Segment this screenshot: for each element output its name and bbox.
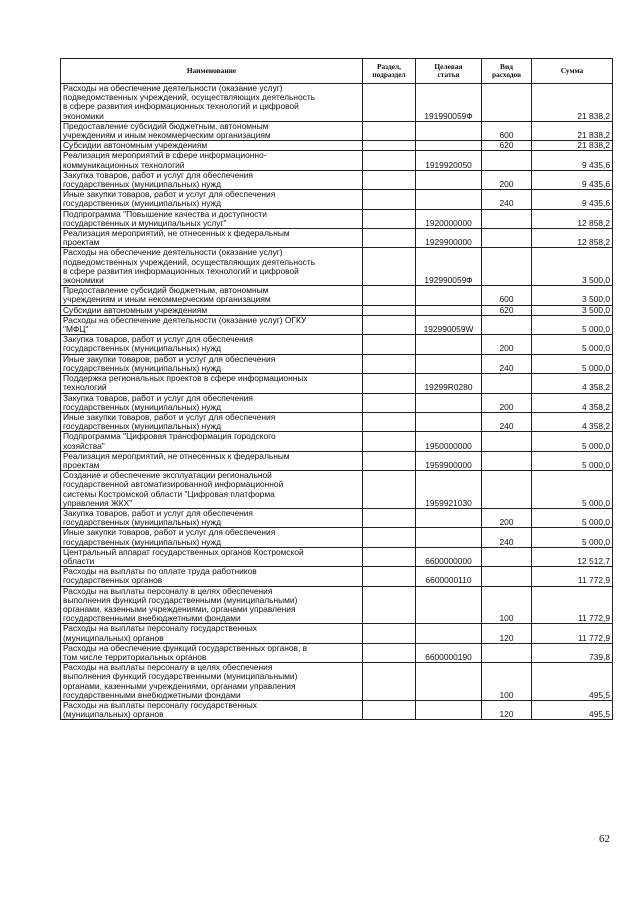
- cell-target: 1920000000: [416, 209, 482, 228]
- cell-vid: 100: [482, 663, 532, 701]
- cell-sum: 5 000,0: [532, 508, 613, 527]
- cell-sum: 21 838,2: [532, 84, 613, 122]
- cell-section: [363, 412, 416, 431]
- cell-target: 1929900000: [416, 229, 482, 248]
- table-row: [61, 190, 613, 209]
- cell-section: [363, 508, 416, 527]
- table-row: [61, 508, 613, 527]
- table-row: [61, 354, 613, 373]
- cell-sum: 21 838,2: [532, 141, 613, 151]
- cell-name: Центральный аппарат государственных органов Костромской области: [61, 547, 363, 566]
- table-row: [61, 151, 613, 170]
- cell-sum: 11 772,9: [532, 586, 613, 624]
- cell-vid: 120: [482, 624, 532, 643]
- cell-section: [363, 586, 416, 624]
- cell-section: [363, 248, 416, 286]
- cell-target: [416, 586, 482, 624]
- cell-target: [416, 663, 482, 701]
- cell-name: Закупка товаров, работ и услуг для обеспечения государственных (муниципальных) нужд: [61, 393, 363, 412]
- cell-sum: 11 772,9: [532, 567, 613, 586]
- cell-section: [363, 315, 416, 334]
- header-target-label: Целевая статья: [434, 62, 463, 79]
- header-section-label: Раздел, подраздел: [372, 62, 406, 79]
- cell-vid: [482, 432, 532, 451]
- cell-name: Расходы на обеспечение деятельности (оказание услуг) ОГКУ "МФЦ": [61, 315, 363, 334]
- table-row: [61, 586, 613, 624]
- table-row: [61, 451, 613, 470]
- cell-name: Закупка товаров, работ и услуг для обеспечения государственных (муниципальных) нужд: [61, 170, 363, 189]
- cell-sum: 12 858,2: [532, 229, 613, 248]
- cell-name: Закупка товаров, работ и услуг для обеспечения государственных (муниципальных) нужд: [61, 508, 363, 527]
- budget-table: [60, 58, 613, 720]
- cell-sum: 4 358,2: [532, 412, 613, 431]
- cell-sum: 21 838,2: [532, 121, 613, 140]
- cell-vid: 100: [482, 586, 532, 624]
- cell-target: 6600000000: [416, 547, 482, 566]
- cell-vid: [482, 471, 532, 509]
- cell-vid: [482, 315, 532, 334]
- cell-vid: 620: [482, 305, 532, 315]
- table-row: [61, 374, 613, 393]
- cell-section: [363, 624, 416, 643]
- cell-sum: 495,5: [532, 701, 613, 720]
- cell-vid: [482, 374, 532, 393]
- cell-name: Создание и обеспечение эксплуатации региональной государственной автоматизированной информационной системы Костромской области "Цифровая платформа управления ЖКХ": [61, 471, 363, 509]
- cell-target: [416, 354, 482, 373]
- cell-name: Расходы на выплаты персоналу государственных (муниципальных) органов: [61, 701, 363, 720]
- cell-target: 191990059Ф: [416, 84, 482, 122]
- cell-section: [363, 393, 416, 412]
- cell-vid: 240: [482, 412, 532, 431]
- cell-section: [363, 663, 416, 701]
- table-row: [61, 663, 613, 701]
- cell-target: 1919920050: [416, 151, 482, 170]
- table-row: [61, 701, 613, 720]
- cell-target: [416, 121, 482, 140]
- cell-section: [363, 209, 416, 228]
- cell-name: Поддержка региональных проектов в сфере информационных технологий: [61, 374, 363, 393]
- cell-sum: 5 000,0: [532, 335, 613, 354]
- cell-sum: 5 000,0: [532, 451, 613, 470]
- header-sum: Сумма: [532, 59, 613, 84]
- cell-section: [363, 84, 416, 122]
- cell-sum: 5 000,0: [532, 528, 613, 547]
- table-row: [61, 335, 613, 354]
- cell-name: Расходы на выплаты персоналу в целях обеспечения выполнения функций государственными (муниципальными) органами, казенными учреждениями, органами управления государственными внебюджетными фондами: [61, 586, 363, 624]
- cell-vid: 240: [482, 190, 532, 209]
- table-header-row: [61, 59, 613, 84]
- cell-target: [416, 701, 482, 720]
- cell-name: Подпрограмма "Повышение качества и доступности государственных и муниципальных услуг": [61, 209, 363, 228]
- cell-section: [363, 190, 416, 209]
- cell-sum: 12 512,7: [532, 547, 613, 566]
- cell-name: Реализация мероприятий, не отнесенных к федеральным проектам: [61, 229, 363, 248]
- cell-section: [363, 701, 416, 720]
- cell-name: Расходы на обеспечение деятельности (оказание услуг) подведомственных учреждений, осуществляющих деятельность в сфере развития информационных технологий и цифровой экономики: [61, 84, 363, 122]
- cell-target: 1959921030: [416, 471, 482, 509]
- cell-sum: 9 435,6: [532, 170, 613, 189]
- cell-target: [416, 335, 482, 354]
- cell-name: Иные закупки товаров, работ и услуг для обеспечения государственных (муниципальных) нужд: [61, 190, 363, 209]
- cell-sum: 739,8: [532, 643, 613, 662]
- cell-sum: 3 500,0: [532, 248, 613, 286]
- cell-vid: 600: [482, 286, 532, 305]
- cell-vid: 120: [482, 701, 532, 720]
- cell-target: [416, 412, 482, 431]
- cell-name: Предоставление субсидий бюджетным, автономным учреждениям и иным некоммерческим организациям: [61, 286, 363, 305]
- cell-section: [363, 643, 416, 662]
- cell-vid: 240: [482, 528, 532, 547]
- cell-section: [363, 528, 416, 547]
- cell-name: Реализация мероприятий в сфере информационно- коммуникационных технологий: [61, 151, 363, 170]
- cell-section: [363, 547, 416, 566]
- cell-target: [416, 190, 482, 209]
- cell-sum: 11 772,9: [532, 624, 613, 643]
- table-row: [61, 305, 613, 315]
- cell-sum: 4 358,2: [532, 393, 613, 412]
- cell-name: Субсидии автономным учреждениям: [61, 141, 363, 151]
- cell-vid: [482, 248, 532, 286]
- cell-section: [363, 229, 416, 248]
- cell-vid: 620: [482, 141, 532, 151]
- cell-vid: [482, 229, 532, 248]
- cell-sum: 3 500,0: [532, 286, 613, 305]
- cell-sum: 495,5: [532, 663, 613, 701]
- cell-vid: [482, 451, 532, 470]
- table-row: [61, 121, 613, 140]
- cell-section: [363, 286, 416, 305]
- cell-name: Расходы на выплаты по оплате труда работников государственных органов: [61, 567, 363, 586]
- cell-section: [363, 374, 416, 393]
- cell-vid: 200: [482, 508, 532, 527]
- table-row: [61, 170, 613, 189]
- cell-target: 1950000000: [416, 432, 482, 451]
- cell-vid: 200: [482, 335, 532, 354]
- cell-section: [363, 471, 416, 509]
- table-row: [61, 567, 613, 586]
- cell-section: [363, 305, 416, 315]
- cell-section: [363, 567, 416, 586]
- cell-vid: [482, 643, 532, 662]
- cell-name: Расходы на выплаты персоналу государственных (муниципальных) органов: [61, 624, 363, 643]
- table-row: [61, 412, 613, 431]
- table-body: [61, 84, 613, 720]
- table-row: [61, 141, 613, 151]
- cell-name: Расходы на обеспечение деятельности (оказание услуг) подведомственных учреждений, осуществляющих деятельность в сфере развития информационных технологий и цифровой экономики: [61, 248, 363, 286]
- header-name: Наименование: [61, 59, 363, 84]
- cell-target: [416, 286, 482, 305]
- cell-target: [416, 528, 482, 547]
- header-target: [416, 59, 482, 84]
- page-number: 62: [599, 833, 610, 845]
- cell-target: 6600000110: [416, 567, 482, 586]
- cell-name: Предоставление субсидий бюджетным, автономным учреждениям и иным некоммерческим организациям: [61, 121, 363, 140]
- cell-sum: 5 000,0: [532, 432, 613, 451]
- cell-section: [363, 121, 416, 140]
- cell-vid: [482, 547, 532, 566]
- cell-vid: [482, 209, 532, 228]
- table-row: [61, 471, 613, 509]
- cell-vid: 240: [482, 354, 532, 373]
- cell-vid: [482, 151, 532, 170]
- cell-name: Иные закупки товаров, работ и услуг для обеспечения государственных (муниципальных) нужд: [61, 412, 363, 431]
- header-vid-label: Вид расходов: [491, 62, 522, 79]
- table-row: [61, 547, 613, 566]
- cell-sum: 5 000,0: [532, 354, 613, 373]
- cell-sum: 9 435,6: [532, 190, 613, 209]
- table-row: [61, 528, 613, 547]
- cell-vid: [482, 84, 532, 122]
- cell-target: 19299R0280: [416, 374, 482, 393]
- cell-target: 192990059Ф: [416, 248, 482, 286]
- cell-sum: 12 858,2: [532, 209, 613, 228]
- table-row: [61, 229, 613, 248]
- cell-target: 6600000190: [416, 643, 482, 662]
- table-row: [61, 432, 613, 451]
- cell-name: Иные закупки товаров, работ и услуг для обеспечения государственных (муниципальных) нужд: [61, 354, 363, 373]
- cell-name: Иные закупки товаров, работ и услуг для обеспечения государственных (муниципальных) нужд: [61, 528, 363, 547]
- cell-target: [416, 170, 482, 189]
- cell-name: Субсидии автономным учреждениям: [61, 305, 363, 315]
- cell-section: [363, 451, 416, 470]
- table-row: [61, 393, 613, 412]
- cell-target: [416, 508, 482, 527]
- table-row: [61, 624, 613, 643]
- cell-section: [363, 432, 416, 451]
- cell-target: [416, 393, 482, 412]
- cell-vid: 200: [482, 170, 532, 189]
- header-vid: [482, 59, 532, 84]
- table-row: [61, 315, 613, 334]
- cell-sum: 9 435,6: [532, 151, 613, 170]
- cell-section: [363, 151, 416, 170]
- cell-target: [416, 624, 482, 643]
- cell-vid: 600: [482, 121, 532, 140]
- cell-name: Расходы на обеспечение функций государственных органов, в том числе территориальных органов: [61, 643, 363, 662]
- cell-vid: [482, 567, 532, 586]
- cell-vid: 200: [482, 393, 532, 412]
- table-row: [61, 248, 613, 286]
- cell-target: [416, 305, 482, 315]
- table-row: [61, 286, 613, 305]
- table-row: [61, 643, 613, 662]
- cell-sum: 4 358,2: [532, 374, 613, 393]
- cell-target: [416, 141, 482, 151]
- cell-name: Расходы на выплаты персоналу в целях обеспечения выполнения функций государственными (муниципальными) органами, казенными учреждениями, органами управления государственными внебюджетными фондами: [61, 663, 363, 701]
- cell-target: 192990059W: [416, 315, 482, 334]
- header-section: [363, 59, 416, 84]
- cell-name: Закупка товаров, работ и услуг для обеспечения государственных (муниципальных) нужд: [61, 335, 363, 354]
- cell-section: [363, 354, 416, 373]
- cell-sum: 3 500,0: [532, 305, 613, 315]
- cell-sum: 5 000,0: [532, 315, 613, 334]
- cell-section: [363, 335, 416, 354]
- table-row: [61, 84, 613, 122]
- cell-sum: 5 000,0: [532, 471, 613, 509]
- cell-section: [363, 141, 416, 151]
- cell-name: Реализация мероприятий, не отнесенных к федеральным проектам: [61, 451, 363, 470]
- cell-name: Подпрограмма "Цифровая трансформация городского хозяйства": [61, 432, 363, 451]
- cell-section: [363, 170, 416, 189]
- cell-target: 1959900000: [416, 451, 482, 470]
- table-row: [61, 209, 613, 228]
